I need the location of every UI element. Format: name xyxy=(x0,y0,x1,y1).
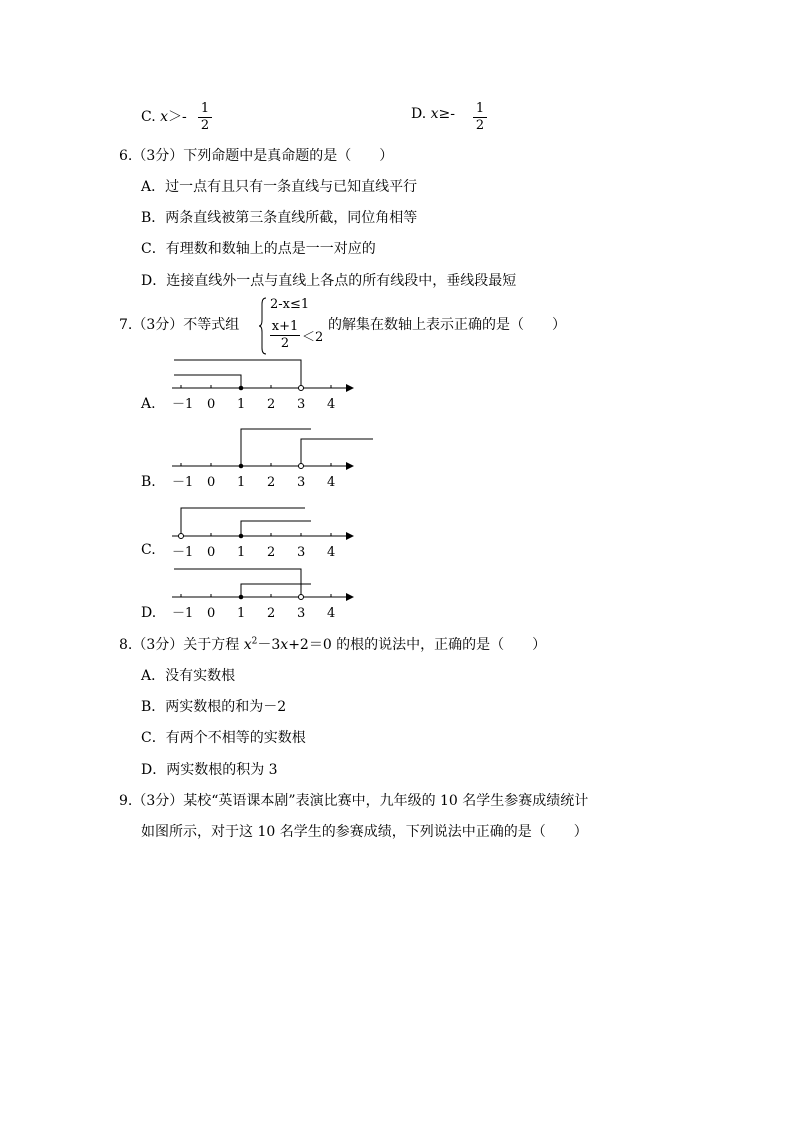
q7-inequality-1: 2-x≤1 xyxy=(270,297,310,312)
q7-inequality-2-fraction: x+1 2 xyxy=(271,319,299,351)
svg-text:1: 1 xyxy=(237,606,246,621)
q7-stem-b: 的解集在数轴上表示正确的是（ ） xyxy=(328,317,566,333)
q7-number-line-c xyxy=(160,502,360,562)
svg-text:2: 2 xyxy=(267,397,276,412)
svg-text:3: 3 xyxy=(297,606,306,621)
q6-stem: 6.（3分）下列命题中是真命题的是（ ） xyxy=(119,148,394,164)
svg-text:0: 0 xyxy=(207,545,216,560)
svg-text:3: 3 xyxy=(297,397,306,412)
svg-text:2: 2 xyxy=(267,545,276,560)
q6-option-d: D．连接直线外一点与直线上各点的所有线段中，垂线段最短 xyxy=(141,273,517,289)
q7-number-line-d xyxy=(160,563,360,623)
svg-text:2: 2 xyxy=(267,606,276,621)
q8-option-d: D．两实数根的积为 3 xyxy=(141,762,278,778)
q5-option-d: D. x≥- xyxy=(411,106,456,122)
q7-number-line-a xyxy=(160,352,360,414)
q7-option-d-label: D. xyxy=(141,605,157,621)
q5-c-fraction: 1 2 xyxy=(198,102,212,133)
svg-text:4: 4 xyxy=(327,475,336,490)
q8-option-c: C．有两个不相等的实数根 xyxy=(141,730,306,746)
q7-brace xyxy=(258,297,268,355)
q6-option-b: B．两条直线被第三条直线所截，同位角相等 xyxy=(141,210,418,226)
q7-option-a-label: A. xyxy=(141,396,156,412)
q8-option-b: B．两实数根的和为－2 xyxy=(141,699,287,715)
svg-text:－1: －1 xyxy=(172,606,194,621)
q6-option-c: C．有理数和数轴上的点是一一对应的 xyxy=(141,241,376,257)
q8-option-a: A．没有实数根 xyxy=(141,668,236,684)
svg-text:0: 0 xyxy=(207,606,216,621)
svg-text:3: 3 xyxy=(297,545,306,560)
svg-text:4: 4 xyxy=(327,397,336,412)
svg-text:4: 4 xyxy=(327,606,336,621)
svg-text:－1: －1 xyxy=(172,475,194,490)
svg-text:1: 1 xyxy=(237,475,246,490)
svg-text:3: 3 xyxy=(297,475,306,490)
q9-stem-line-1: 9.（3分）某校“英语课本剧”表演比赛中，九年级的 10 名学生参赛成绩统计 xyxy=(119,793,589,809)
svg-text:－1: －1 xyxy=(172,397,194,412)
svg-text:4: 4 xyxy=(327,545,336,560)
q9-stem-line-2: 如图所示，对于这 10 名学生的参赛成绩，下列说法中正确的是（ ） xyxy=(141,824,588,840)
q7-option-c-label: C. xyxy=(141,542,156,558)
q7-inequality-2-rel: ＜2 xyxy=(302,330,324,345)
q5-d-fraction: 1 2 xyxy=(473,102,487,133)
svg-text:－1: －1 xyxy=(172,545,194,560)
q6-option-a: A．过一点有且只有一条直线与已知直线平行 xyxy=(141,179,418,195)
svg-text:0: 0 xyxy=(207,475,216,490)
q7-stem-a: 7.（3分）不等式组 xyxy=(119,317,240,333)
q7-number-line-b xyxy=(160,427,380,493)
q5-option-c: C. x＞- xyxy=(141,109,187,125)
svg-text:0: 0 xyxy=(207,397,216,412)
q7-option-b-label: B. xyxy=(141,474,156,490)
svg-text:1: 1 xyxy=(237,397,246,412)
svg-text:2: 2 xyxy=(267,475,276,490)
svg-text:1: 1 xyxy=(237,545,246,560)
q8-stem: 8.（3分）关于方程 $x^2-3x+2=0$ 的根的说法中，正确的是（ ） xyxy=(119,636,547,653)
